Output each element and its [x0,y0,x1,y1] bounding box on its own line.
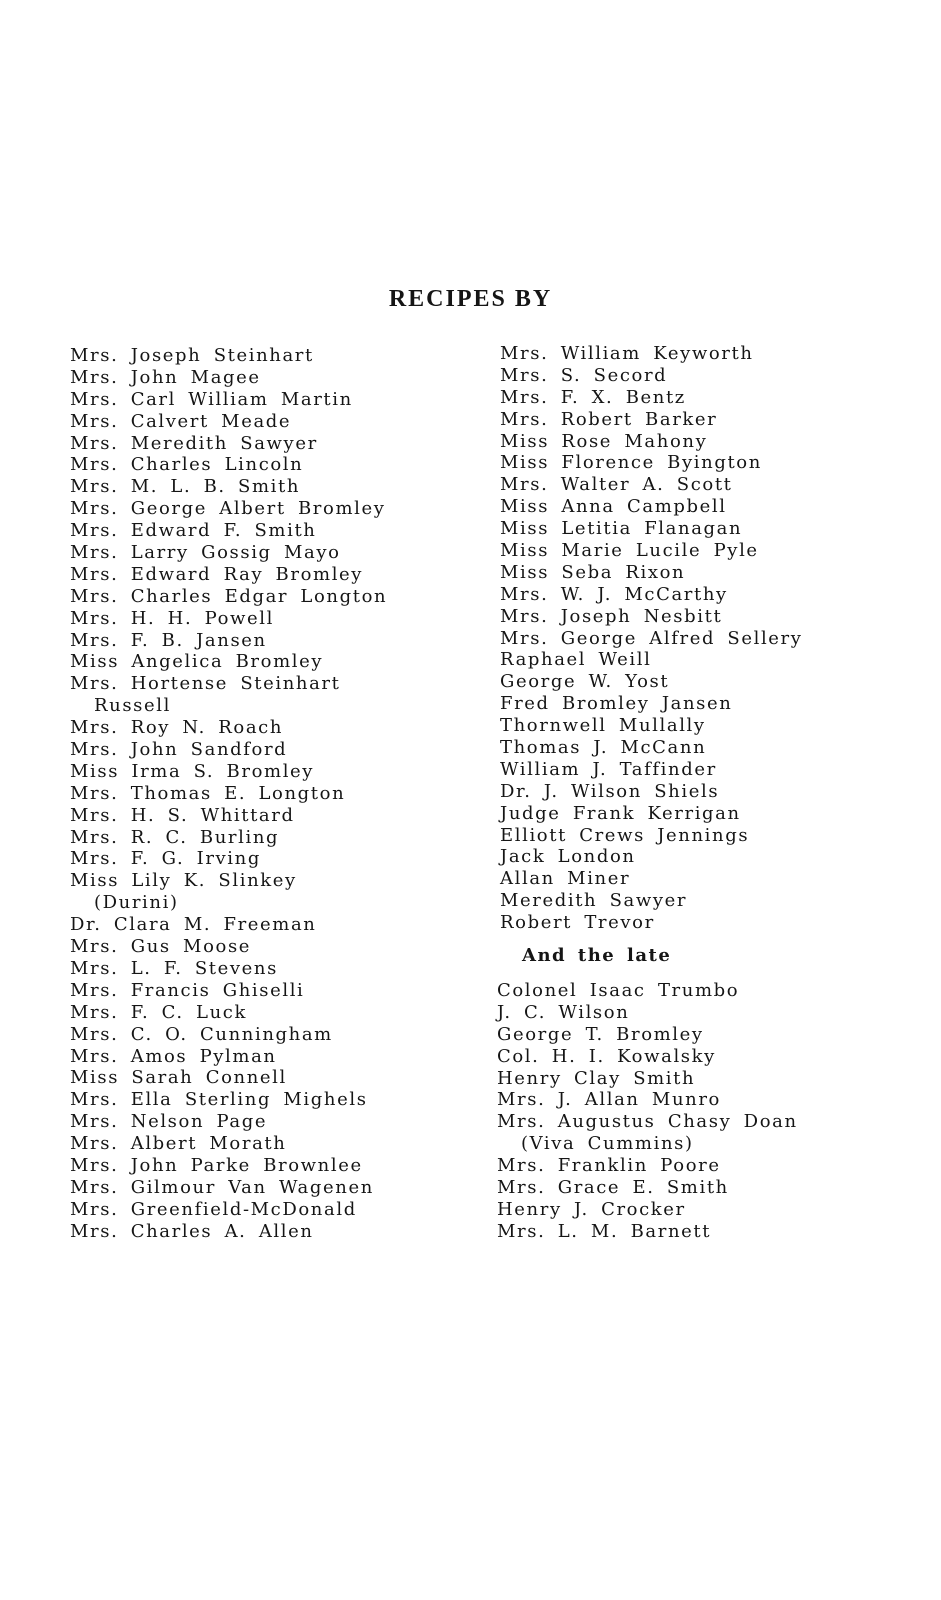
list-item: George W. Yost [500,671,670,693]
list-item: Mrs. Calvert Meade [70,410,292,432]
list-item: Mrs. H. S. Whittard [70,804,295,826]
list-item: Mrs. Edward F. Smith [70,520,317,542]
list-item: Mrs. Charles Edgar Longton [70,585,388,607]
list-item: Mrs. Meredith Sawyer [70,432,318,454]
list-item: Robert Trevor [500,912,655,934]
list-item: Mrs. Charles Lincoln [70,454,304,476]
list-item: Mrs. F. B. Jansen [70,629,267,651]
list-item: Miss Rose Mahony [500,430,708,452]
list-item: Mrs. John Sandford [70,739,288,761]
list-item: Henry J. Crocker [497,1198,686,1220]
list-item: Miss Marie Lucile Pyle [500,540,759,562]
list-item: Miss Anna Campbell [500,496,727,518]
list-item: Mrs. F. X. Bentz [500,386,686,408]
contributors-list-right [500,343,803,934]
list-item-continuation: (Durini) [94,892,179,914]
list-item: Mrs. Gilmour Van Wagenen [70,1176,374,1198]
list-item: Mrs. S. Secord [500,364,668,386]
list-item-continuation: Russell [94,695,171,717]
list-item: Mrs. John Parke Brownlee [70,1154,363,1176]
list-item: Mrs. Roy N. Roach [70,717,284,739]
list-item: Miss Irma S. Bromley [70,760,315,782]
list-item: Dr. Clara M. Freeman [70,914,317,936]
list-item: Mrs. L. F. Stevens [70,957,278,979]
page-title: RECIPES BY [388,286,553,312]
contributors-list-left [70,345,387,1243]
list-item: Mrs. Franklin Poore [497,1155,721,1177]
list-item: Jack London [500,846,636,868]
list-item: Judge Frank Kerrigan [500,802,741,824]
late-contributors-list [497,980,798,1243]
list-item: Thomas J. McCann [500,737,707,759]
list-item: Mrs. Joseph Steinhart [70,345,314,366]
list-item: Henry Clay Smith [497,1067,696,1089]
list-item: Mrs. Augustus Chasy Doan [497,1111,798,1133]
list-item: Miss Florence Byington [500,452,762,474]
list-item: William J. Taffinder [500,758,717,780]
list-item: Mrs. William Keyworth [500,343,754,364]
list-item: Mrs. Greenfield-McDonald [70,1198,357,1220]
list-item: Mrs. F. C. Luck [70,1001,247,1023]
list-item: Mrs. Albert Morath [70,1133,287,1155]
list-item: Miss Angelica Bromley [70,651,324,673]
list-item: Mrs. Thomas E. Longton [70,782,346,804]
list-item: Miss Letitia Flanagan [500,518,743,540]
list-item: Mrs. Ella Sterling Mighels [70,1089,368,1111]
list-item: Mrs. Hortense Steinhart [70,673,341,695]
list-item: Mrs. Robert Barker [500,408,718,430]
list-item: Mrs. Larry Gossig Mayo [70,542,341,564]
list-item: Mrs. W. J. McCarthy [500,583,728,605]
list-item: Elliott Crews Jennings [500,824,750,846]
list-item: Mrs. George Albert Bromley [70,498,386,520]
list-item: Mrs. George Alfred Sellery [500,627,803,649]
list-item: Mrs. Edward Ray Bromley [70,563,364,585]
list-item: Miss Seba Rixon [500,561,686,583]
list-item: Miss Sarah Connell [70,1067,287,1089]
late-section-heading: And the late [522,945,672,966]
list-item: Mrs. Charles A. Allen [70,1220,314,1242]
list-item: Meredith Sawyer [500,890,688,912]
list-item: Raphael Weill [500,649,652,671]
list-item: Mrs. John Magee [70,366,261,388]
list-item: J. C. Wilson [497,1001,630,1023]
list-item: Mrs. Joseph Nesbitt [500,605,723,627]
list-item: Mrs. J. Allan Munro [497,1089,721,1111]
list-item: Mrs. Carl William Martin [70,388,353,410]
list-item: Colonel Isaac Trumbo [497,980,740,1001]
list-item: Mrs. Walter A. Scott [500,474,733,496]
list-item: Mrs. M. L. B. Smith [70,476,301,498]
list-item: George T. Bromley [497,1023,704,1045]
list-item: Mrs. C. O. Cunningham [70,1023,333,1045]
list-item: Mrs. H. H. Powell [70,607,274,629]
list-item: Mrs. Grace E. Smith [497,1177,729,1199]
list-item: Mrs. F. G. Irving [70,848,261,870]
list-item: Col. H. I. Kowalsky [497,1045,716,1067]
list-item: Dr. J. Wilson Shiels [500,780,720,802]
list-item-continuation: (Viva Cummins) [521,1133,694,1155]
list-item: Allan Miner [500,868,631,890]
list-item: Miss Lily K. Slinkey [70,870,297,892]
list-item: Mrs. R. C. Burling [70,826,280,848]
list-item: Fred Bromley Jansen [500,693,733,715]
list-item: Mrs. Francis Ghiselli [70,979,305,1001]
list-item: Thornwell Mullally [500,715,706,737]
list-item: Mrs. Amos Pylman [70,1045,277,1067]
list-item: Mrs. Nelson Page [70,1111,268,1133]
list-item: Mrs. Gus Moose [70,936,252,958]
list-item: Mrs. L. M. Barnett [497,1220,712,1242]
